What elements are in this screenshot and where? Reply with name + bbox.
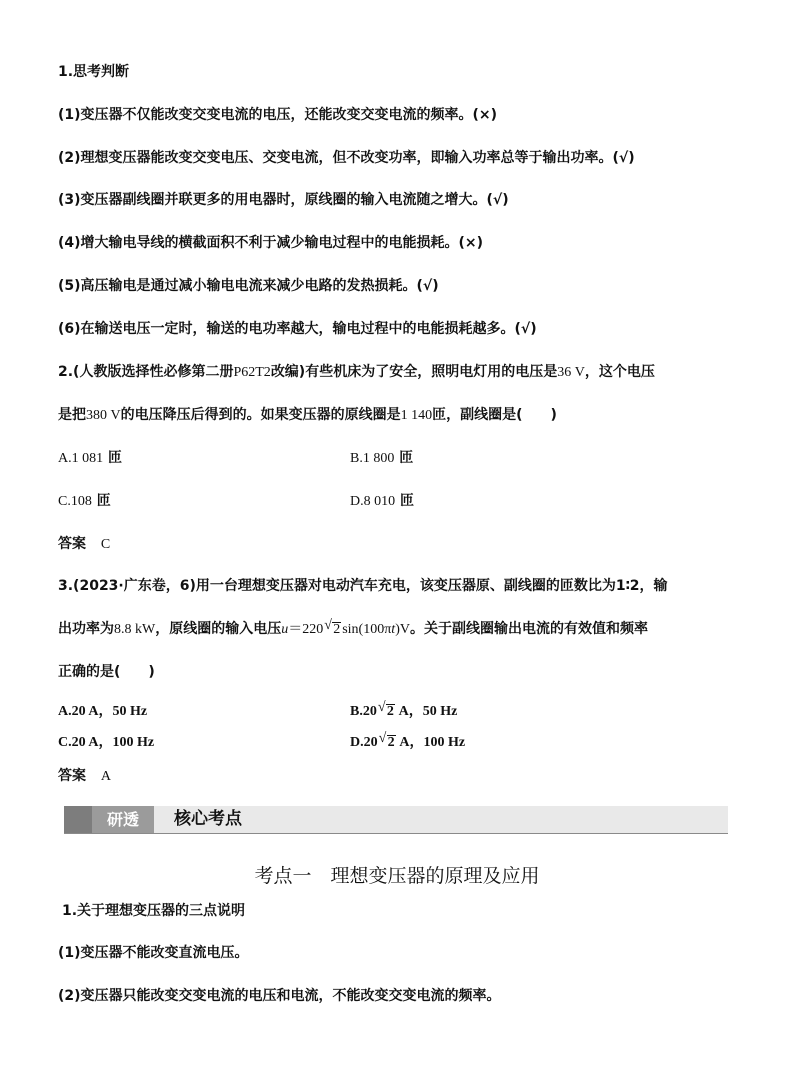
q3-text: ，输 bbox=[639, 578, 668, 594]
q2-text: 改编)有些机床为了安全，照明电灯用的电压是 bbox=[270, 364, 558, 380]
option-sep: ， bbox=[409, 734, 424, 750]
q2-text: ) bbox=[550, 407, 557, 423]
option-unit: 匝 bbox=[96, 493, 111, 509]
sqrt-symbol: √ 2 bbox=[324, 618, 341, 637]
judgment-item-3: (3)变压器副线圈并联更多的用电器时，原线圈的输入电流随之增大。(√) bbox=[58, 192, 509, 208]
banner-tab: 研透 bbox=[92, 806, 154, 833]
option-frequency: 50 Hz bbox=[422, 704, 458, 719]
q3-text: 出功率为 bbox=[58, 621, 114, 637]
option-letter: B. bbox=[350, 704, 363, 719]
q2-voltage: 36 V bbox=[557, 365, 585, 380]
banner-accent bbox=[64, 806, 92, 833]
option-letter: B. bbox=[350, 451, 363, 466]
option-sep: ， bbox=[98, 734, 113, 750]
q2-option-c[interactable] bbox=[58, 491, 111, 512]
option-unit: 匝 bbox=[400, 493, 414, 509]
option-unit: 匝 bbox=[399, 450, 414, 466]
option-letter: A. bbox=[58, 704, 72, 719]
judgment-item-2: (2)理想变压器能改变交变电压、交变电流，但不改变功率，即输入功率总等于输出功率。(√) bbox=[58, 150, 635, 166]
subsection-heading: 1.关于理想变压器的三点说明 bbox=[62, 903, 246, 919]
sqrt-symbol: √ 2 bbox=[377, 700, 394, 719]
answer-value: A bbox=[100, 769, 111, 784]
option-unit: A bbox=[395, 704, 409, 719]
q2-text: ，这个电压 bbox=[584, 364, 655, 380]
formula-t: t bbox=[391, 622, 396, 637]
question-3-line-2 bbox=[58, 619, 648, 640]
q3-ratio: 1∶2 bbox=[615, 578, 640, 594]
option-letter: A. bbox=[58, 451, 72, 466]
q2-source: P62T2 bbox=[233, 365, 271, 380]
option-value: 1 081 bbox=[71, 451, 104, 466]
option-radicand: 2 bbox=[386, 704, 394, 719]
option-unit: 匝 bbox=[108, 450, 122, 466]
q2-text: 匝，副线圈是( bbox=[432, 407, 523, 423]
q3-text: 3.(2023·广东卷，6)用一台理想变压器对电动汽车充电，该变压器原、副线圈的匝数比为 bbox=[58, 578, 616, 594]
q2-text: 的电压降压后得到的。如果变压器的原线圈是 bbox=[120, 407, 401, 423]
q2-text: 2.(人教版选择性必修第二册 bbox=[58, 364, 234, 380]
q2-answer bbox=[58, 534, 110, 555]
option-current: 20 A bbox=[71, 704, 99, 719]
answer-value: C bbox=[100, 537, 111, 552]
judgment-item-6: (6)在输送电压一定时，输送的电功率越大，输电过程中的电能损耗越多。(√) bbox=[58, 321, 537, 337]
q3-text: ，原线圈的输入电压 bbox=[155, 621, 282, 637]
formula-sin: sin(100π bbox=[342, 622, 392, 637]
q3-text: ) bbox=[148, 664, 155, 680]
formula-eq: ＝220 bbox=[288, 622, 324, 637]
option-letter: C. bbox=[58, 494, 71, 509]
q3-option-a[interactable] bbox=[58, 701, 147, 722]
judgment-item-4: (4)增大输电导线的横截面积不利于减少输电过程中的电能损耗。(×) bbox=[58, 235, 484, 251]
q3-option-c[interactable] bbox=[58, 732, 154, 753]
q2-voltage: 380 V bbox=[86, 408, 121, 423]
option-letter: D. bbox=[350, 735, 364, 750]
formula-end: )V bbox=[395, 622, 410, 637]
option-unit: A bbox=[396, 735, 410, 750]
option-value: 8 010 bbox=[363, 494, 396, 509]
question-3-line-1 bbox=[58, 576, 668, 596]
q3-answer bbox=[58, 766, 111, 787]
option-frequency: 100 Hz bbox=[423, 735, 466, 750]
option-sep: ， bbox=[408, 703, 423, 719]
q3-text: 正确的是( bbox=[58, 664, 121, 680]
q3-option-b[interactable] bbox=[350, 701, 457, 722]
option-current: 20 bbox=[363, 735, 378, 750]
judgment-item-1: (1)变压器不仅能改变交变电流的电压，还能改变交变电流的频率。(×) bbox=[58, 107, 498, 123]
option-frequency: 50 Hz bbox=[112, 704, 148, 719]
option-letter: D. bbox=[350, 494, 364, 509]
option-current: 20 A bbox=[71, 735, 99, 750]
explanation-item-1: (1)变压器不能改变直流电压。 bbox=[58, 945, 249, 961]
q3-power: 8.8 kW bbox=[114, 622, 156, 637]
question-2-line-1 bbox=[58, 362, 655, 383]
option-value: 108 bbox=[70, 494, 92, 509]
option-value: 1 800 bbox=[362, 451, 395, 466]
q2-option-a[interactable] bbox=[58, 448, 122, 469]
q2-option-b[interactable] bbox=[350, 448, 413, 469]
q3-text: 。关于副线圈输出电流的有效值和频率 bbox=[409, 621, 648, 637]
judgment-item-5: (5)高压输电是通过减小输电电流来减少电路的发热损耗。(√) bbox=[58, 278, 439, 294]
question-3-line-3 bbox=[58, 662, 155, 682]
formula-u: u bbox=[281, 622, 289, 637]
section-heading-think: 1.思考判断 bbox=[58, 64, 130, 80]
option-frequency: 100 Hz bbox=[112, 735, 155, 750]
option-letter: C. bbox=[58, 735, 72, 750]
q3-option-d[interactable] bbox=[350, 732, 465, 753]
answer-label: 答案 bbox=[58, 536, 86, 552]
topic-heading: 考点一 理想变压器的原理及应用 bbox=[254, 865, 540, 887]
section-banner bbox=[64, 806, 728, 834]
q2-option-d[interactable] bbox=[350, 491, 414, 512]
option-sep: ， bbox=[98, 703, 113, 719]
sqrt-symbol: √ 2 bbox=[378, 731, 395, 750]
q2-text: 是把 bbox=[58, 407, 86, 423]
option-radicand: 2 bbox=[387, 735, 395, 750]
question-2-line-2 bbox=[58, 405, 557, 426]
formula-radicand: 2 bbox=[333, 622, 341, 637]
answer-label: 答案 bbox=[58, 768, 86, 784]
option-current: 20 bbox=[362, 704, 377, 719]
banner-title: 核心考点 bbox=[174, 809, 242, 829]
q2-turns: 1 140 bbox=[400, 408, 433, 423]
explanation-item-2: (2)变压器只能改变交变电流的电压和电流，不能改变交变电流的频率。 bbox=[58, 988, 501, 1004]
